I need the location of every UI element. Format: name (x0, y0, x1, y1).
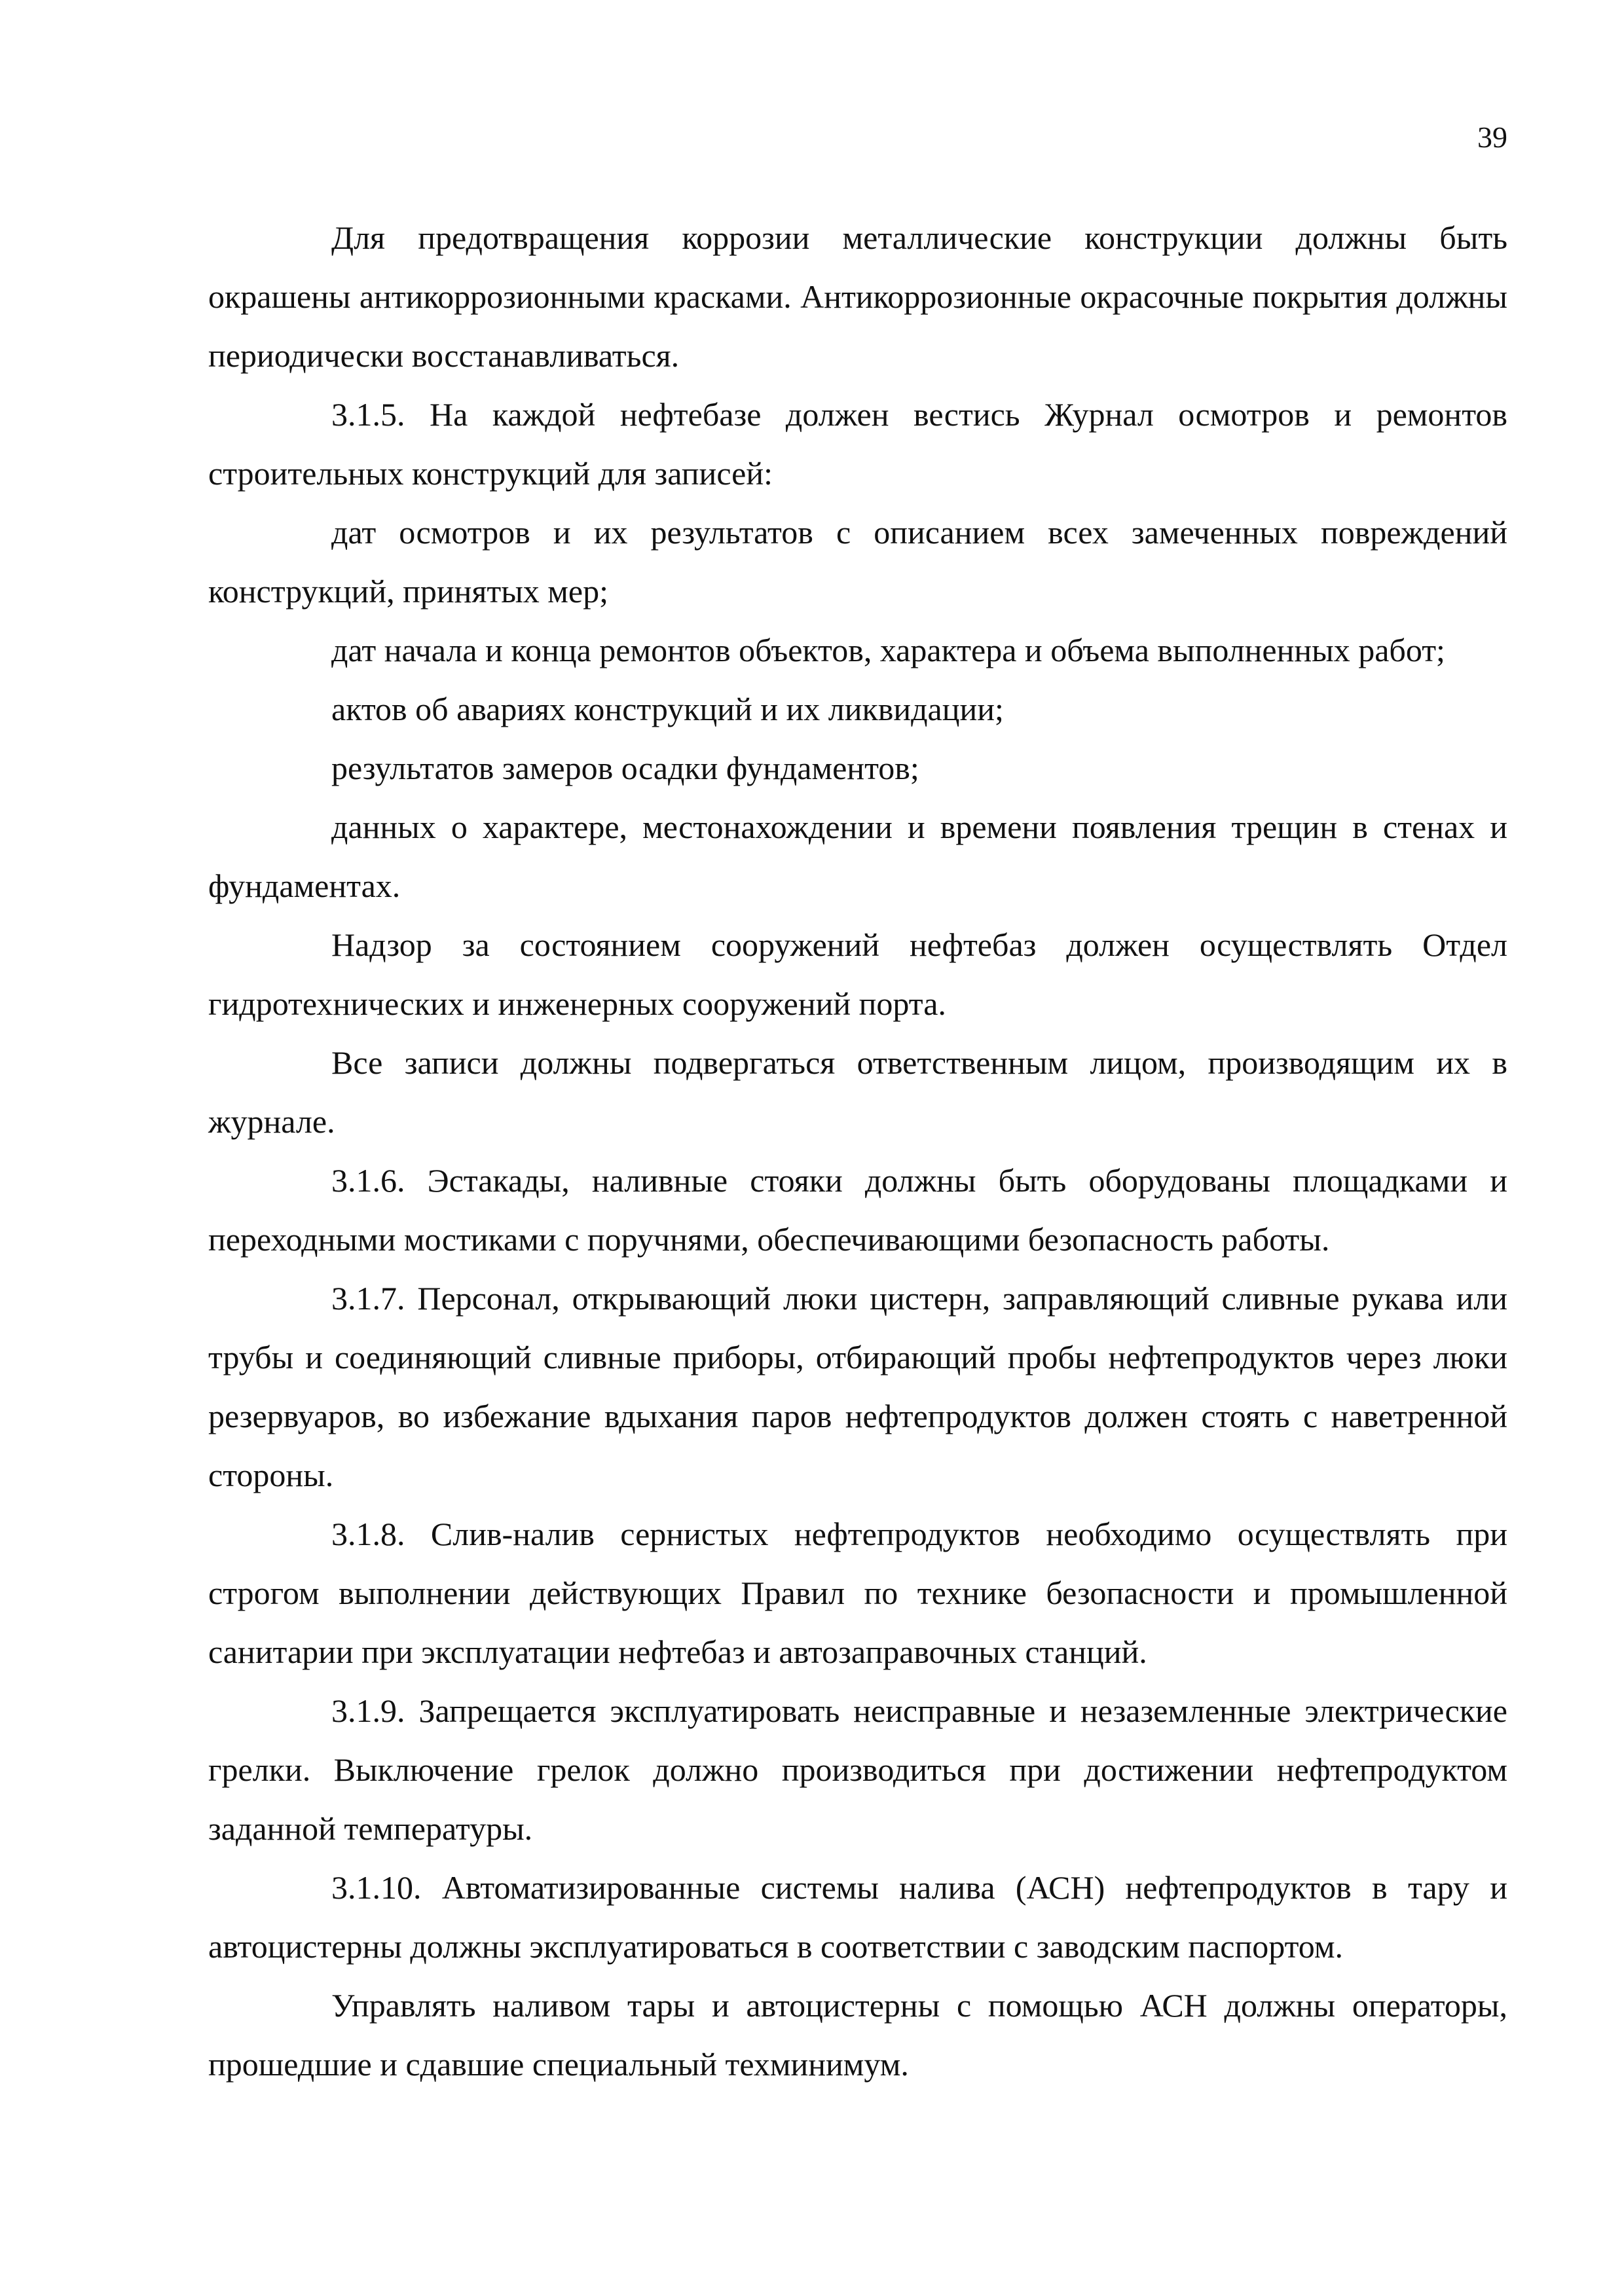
paragraph-corrosion-protection: Для предотвращения коррозии металлические конструкции должны быть окрашены антикоррозионными красками. Антикоррозионные окрасочные покрытия должны периодически восстанавливаться. (208, 219, 1507, 374)
paragraph-supervision: Надзор за состоянием сооружений нефтебаз должен осуществлять Отдел гидротехнических и инженерных сооружений порта. (208, 926, 1507, 1022)
list-item-inspection-dates: дат осмотров и их результатов с описанием всех замеченных повреждений конструкций, принятых мер; (208, 514, 1507, 610)
paragraph-records: Все записи должны подвергаться ответственным лицом, производящим их в журнале. (208, 1044, 1507, 1140)
paragraph-3-1-5: 3.1.5. На каждой нефтебазе должен вестись Журнал осмотров и ремонтов строительных конструкций для записей: (208, 396, 1507, 492)
paragraph-3-1-8: 3.1.8. Слив-налив сернистых нефтепродуктов необходимо осуществлять при строгом выполнении действующих Правил по технике безопасности и промышленной санитарии при эксплуатации нефтебаз и автозаправочных станций. (208, 1516, 1507, 1670)
document-body (208, 208, 1507, 2094)
list-item-cracks-data: данных о характере, местонахождении и времени появления трещин в стенах и фундаментах. (208, 809, 1507, 904)
paragraph-operators: Управлять наливом тары и автоцистерны с помощью АСН должны операторы, прошедшие и сдавшие специальный техминимум. (208, 1987, 1507, 2083)
paragraph-3-1-9: 3.1.9. Запрещается эксплуатировать неисправные и незаземленные электрические грелки. Выключение грелок должно производиться при достижении нефтепродуктом заданной температуры. (208, 1692, 1507, 1847)
paragraph-3-1-7: 3.1.7. Персонал, открывающий люки цистерн, заправляющий сливные рукава или трубы и соединяющий сливные приборы, отбирающий пробы нефтепродуктов через люки резервуаров, во избежание вдыхания паров нефтепродуктов должен стоять с наветренной стороны. (208, 1280, 1507, 1493)
page-number: 39 (1477, 120, 1507, 154)
list-item-accident-reports: актов об авариях конструкций и их ликвидации; (331, 691, 1004, 727)
paragraph-3-1-10: 3.1.10. Автоматизированные системы налива (АСН) нефтепродуктов в тару и автоцистерны должны эксплуатироваться в соответствии с заводским паспортом. (208, 1869, 1507, 1965)
paragraph-3-1-6: 3.1.6. Эстакады, наливные стояки должны быть оборудованы площадками и переходными мостиками с поручнями, обеспечивающими безопасность работы. (208, 1162, 1507, 1258)
list-item-repair-dates: дат начала и конца ремонтов объектов, характера и объема выполненных работ; (331, 632, 1445, 668)
list-item-foundation-settlement: результатов замеров осадки фундаментов; (331, 750, 919, 786)
